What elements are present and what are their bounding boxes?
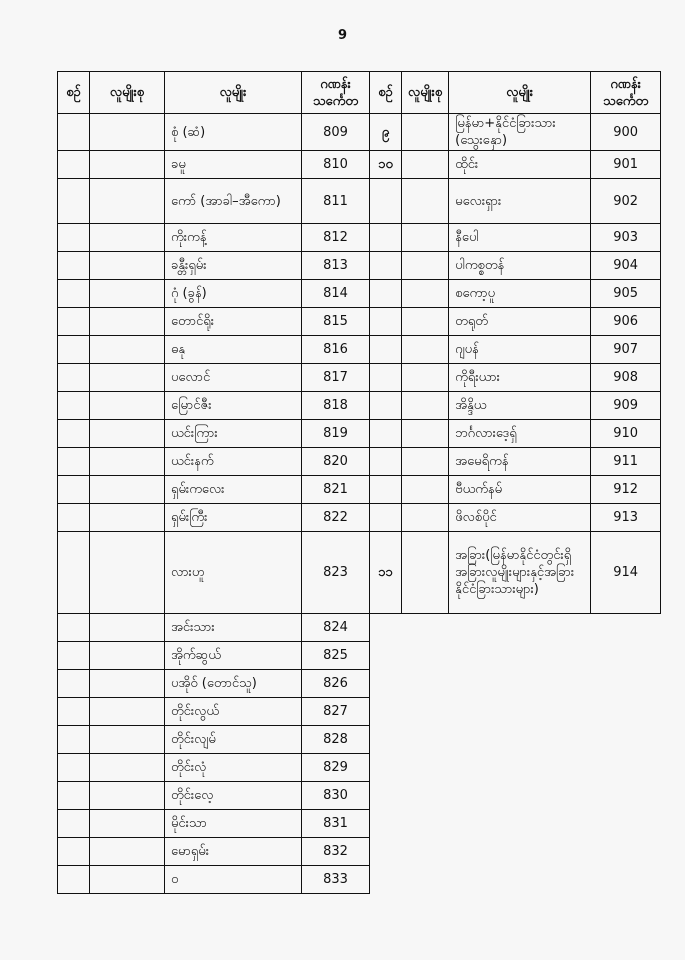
code-cell: 902 (591, 179, 661, 224)
race-name-cell: အိုက်ဆွယ် (165, 642, 302, 670)
code-cell: 813 (302, 252, 370, 280)
serial-cell (58, 670, 90, 698)
table-row (58, 726, 661, 754)
serial-cell (58, 810, 90, 838)
serial-cell (370, 364, 402, 392)
serial-cell (58, 866, 90, 894)
race-name-cell: ပါကစ္စတန် (449, 252, 591, 280)
group-cell (402, 364, 449, 392)
header-serial-left: စဥ် (58, 72, 90, 114)
code-cell: 810 (302, 151, 370, 179)
code-cell: 913 (591, 504, 661, 532)
code-cell: 832 (302, 838, 370, 866)
code-cell: 908 (591, 364, 661, 392)
serial-cell (58, 308, 90, 336)
table-header (58, 72, 661, 114)
serial-cell (58, 224, 90, 252)
group-cell (90, 308, 165, 336)
empty-area (370, 838, 661, 866)
serial-cell (58, 698, 90, 726)
serial-cell (58, 252, 90, 280)
code-cell: 809 (302, 114, 370, 151)
group-cell (90, 532, 165, 614)
serial-cell (58, 504, 90, 532)
code-cell: 831 (302, 810, 370, 838)
serial-cell: ၉ (370, 114, 402, 151)
race-name-cell: အိန္ဒိယ (449, 392, 591, 420)
race-name-cell: ဗီယက်နမ် (449, 476, 591, 504)
race-name-cell: မောရှမ်း (165, 838, 302, 866)
table-row (58, 336, 661, 364)
serial-cell (58, 392, 90, 420)
code-cell: 829 (302, 754, 370, 782)
table-body (58, 114, 661, 894)
group-cell (90, 448, 165, 476)
race-name-cell: ဘင်္ဂလားဒေ့ရှ် (449, 420, 591, 448)
group-cell (402, 392, 449, 420)
race-name-cell: ထိုင်း (449, 151, 591, 179)
table-row (58, 838, 661, 866)
race-name-cell: တောင်ရိုး (165, 308, 302, 336)
header-serial-right: စဥ် (370, 72, 402, 114)
table-row (58, 532, 661, 614)
group-cell (90, 810, 165, 838)
page-number: 9 (337, 28, 348, 43)
code-cell: 815 (302, 308, 370, 336)
group-cell (90, 336, 165, 364)
group-cell (402, 280, 449, 308)
empty-area (370, 866, 661, 894)
race-name-cell: စုံ (ဆံ) (165, 114, 302, 151)
code-cell: 814 (302, 280, 370, 308)
code-cell: 900 (591, 114, 661, 151)
group-cell (90, 114, 165, 151)
serial-cell (58, 364, 90, 392)
serial-cell (58, 614, 90, 642)
code-cell: 907 (591, 336, 661, 364)
code-cell: 827 (302, 698, 370, 726)
group-cell (402, 224, 449, 252)
group-cell (402, 151, 449, 179)
serial-cell (370, 280, 402, 308)
race-name-cell: မိုင်းသာ (165, 810, 302, 838)
code-cell: 904 (591, 252, 661, 280)
code-cell: 830 (302, 782, 370, 810)
serial-cell (58, 280, 90, 308)
empty-area (370, 670, 661, 698)
group-cell (402, 252, 449, 280)
header-group-left: လူမျိုးစု (90, 72, 165, 114)
race-name-cell: လားဟူ (165, 532, 302, 614)
group-cell (402, 114, 449, 151)
group-cell (90, 754, 165, 782)
group-cell (90, 280, 165, 308)
group-cell (402, 420, 449, 448)
serial-cell: ၁၀ (370, 151, 402, 179)
code-cell: 909 (591, 392, 661, 420)
group-cell (402, 308, 449, 336)
group-cell (90, 179, 165, 224)
group-cell (90, 726, 165, 754)
serial-cell (58, 179, 90, 224)
empty-area (370, 698, 661, 726)
table-row (58, 614, 661, 642)
table-row (58, 420, 661, 448)
empty-area (370, 782, 661, 810)
group-cell (90, 504, 165, 532)
code-cell: 914 (591, 532, 661, 614)
table-row (58, 252, 661, 280)
race-name-cell: ပလောင် (165, 364, 302, 392)
serial-cell (58, 476, 90, 504)
serial-cell (58, 448, 90, 476)
group-cell (90, 151, 165, 179)
code-cell: 910 (591, 420, 661, 448)
race-name-cell: ယင်းကြား (165, 420, 302, 448)
serial-cell (370, 308, 402, 336)
race-name-cell: ပအိုဝ် (တောင်သူ) (165, 670, 302, 698)
table-row (58, 364, 661, 392)
header-code-left: ဂဏန်း သင်္ကေတ (302, 72, 370, 114)
race-name-cell: မြန်မာ+နိုင်ငံခြားသား (သွေးနှော) (449, 114, 591, 151)
race-name-cell: တိုင်းလျမ် (165, 726, 302, 754)
serial-cell (370, 179, 402, 224)
serial-cell (370, 504, 402, 532)
code-cell: 828 (302, 726, 370, 754)
serial-cell (58, 726, 90, 754)
serial-cell (370, 392, 402, 420)
group-cell (402, 532, 449, 614)
empty-area (370, 810, 661, 838)
table-row (58, 151, 661, 179)
serial-cell (58, 151, 90, 179)
group-cell (90, 224, 165, 252)
code-cell: 818 (302, 392, 370, 420)
code-cell: 825 (302, 642, 370, 670)
table-row (58, 782, 661, 810)
table-row (58, 308, 661, 336)
code-cell: 817 (302, 364, 370, 392)
race-name-cell: မလေးရှား (449, 179, 591, 224)
table-row (58, 810, 661, 838)
race-name-cell: တရုတ် (449, 308, 591, 336)
code-cell: 819 (302, 420, 370, 448)
code-cell: 833 (302, 866, 370, 894)
code-cell: 823 (302, 532, 370, 614)
code-cell: 826 (302, 670, 370, 698)
table-row (58, 448, 661, 476)
race-name-cell: ကော် (အာခါ–အီကော) (165, 179, 302, 224)
race-name-cell: ရှမ်းကြီး (165, 504, 302, 532)
code-cell: 906 (591, 308, 661, 336)
race-name-cell: ဓနု (165, 336, 302, 364)
code-cell: 824 (302, 614, 370, 642)
code-cell: 821 (302, 476, 370, 504)
serial-cell (58, 336, 90, 364)
serial-cell (370, 224, 402, 252)
code-cell: 811 (302, 179, 370, 224)
race-name-cell: ခန္တီးရှမ်း (165, 252, 302, 280)
group-cell (90, 364, 165, 392)
race-name-cell: မြောင်ဇီး (165, 392, 302, 420)
group-cell (90, 420, 165, 448)
group-cell (90, 392, 165, 420)
race-name-cell: ခမူ (165, 151, 302, 179)
code-cell: 901 (591, 151, 661, 179)
race-name-cell: တိုင်းလေ့ (165, 782, 302, 810)
code-cell: 905 (591, 280, 661, 308)
race-name-cell: ကိုးကန့် (165, 224, 302, 252)
table-row (58, 179, 661, 224)
serial-cell (370, 336, 402, 364)
table-row (58, 866, 661, 894)
empty-area (370, 614, 661, 642)
group-cell (402, 179, 449, 224)
race-name-cell: ဂုံ (ခွန်) (165, 280, 302, 308)
table-row (58, 476, 661, 504)
serial-cell (58, 532, 90, 614)
race-name-cell: ဝ (165, 866, 302, 894)
race-name-cell: ရှမ်းကလေး (165, 476, 302, 504)
code-cell: 822 (302, 504, 370, 532)
serial-cell (370, 420, 402, 448)
race-name-cell: ကိုရီးယား (449, 364, 591, 392)
group-cell (90, 670, 165, 698)
code-cell: 911 (591, 448, 661, 476)
serial-cell (58, 754, 90, 782)
code-cell: 812 (302, 224, 370, 252)
code-cell: 816 (302, 336, 370, 364)
table-row (58, 504, 661, 532)
race-name-cell: ဂျပန် (449, 336, 591, 364)
race-name-cell: ဖိလစ်ပိုင် (449, 504, 591, 532)
table-row (58, 754, 661, 782)
table-row (58, 670, 661, 698)
table-row (58, 114, 661, 151)
serial-cell (58, 838, 90, 866)
table-row (58, 280, 661, 308)
race-name-cell: နီပေါ (449, 224, 591, 252)
group-cell (90, 476, 165, 504)
serial-cell (370, 252, 402, 280)
table-row (58, 698, 661, 726)
code-cell: 912 (591, 476, 661, 504)
group-cell (402, 336, 449, 364)
header-group-right: လူမျိုးစု (402, 72, 449, 114)
header-code-right: ဂဏန်း သင်္ကေတ (591, 72, 661, 114)
empty-area (370, 754, 661, 782)
serial-cell (370, 476, 402, 504)
table-row (58, 392, 661, 420)
race-name-cell: အခြား(မြန်မာနိုင်ငံတွင်းရှိ အခြားလူမျိုးများနှင့်အခြား နိုင်ငံခြားသားများ) (449, 532, 591, 614)
race-name-cell: အင်းသား (165, 614, 302, 642)
empty-area (370, 642, 661, 670)
empty-area (370, 726, 661, 754)
race-name-cell: စကော့ပူ (449, 280, 591, 308)
race-name-cell: ယင်းနက် (165, 448, 302, 476)
group-cell (90, 614, 165, 642)
group-cell (90, 252, 165, 280)
table-row (58, 642, 661, 670)
group-cell (90, 642, 165, 670)
group-cell (402, 476, 449, 504)
race-name-cell: တိုင်းလုံ (165, 754, 302, 782)
serial-cell (58, 642, 90, 670)
table-row (58, 224, 661, 252)
header-race-right: လူမျိုး (449, 72, 591, 114)
serial-cell (58, 782, 90, 810)
serial-cell: ၁၁ (370, 532, 402, 614)
group-cell (90, 698, 165, 726)
code-cell: 820 (302, 448, 370, 476)
group-cell (402, 504, 449, 532)
group-cell (90, 838, 165, 866)
serial-cell (370, 448, 402, 476)
ethnic-code-table (57, 71, 661, 894)
code-cell: 903 (591, 224, 661, 252)
race-name-cell: အမေရိကန် (449, 448, 591, 476)
race-name-cell: တိုင်းလွယ် (165, 698, 302, 726)
group-cell (90, 866, 165, 894)
header-race-left: လူမျိုး (165, 72, 302, 114)
serial-cell (58, 420, 90, 448)
group-cell (402, 448, 449, 476)
serial-cell (58, 114, 90, 151)
group-cell (90, 782, 165, 810)
